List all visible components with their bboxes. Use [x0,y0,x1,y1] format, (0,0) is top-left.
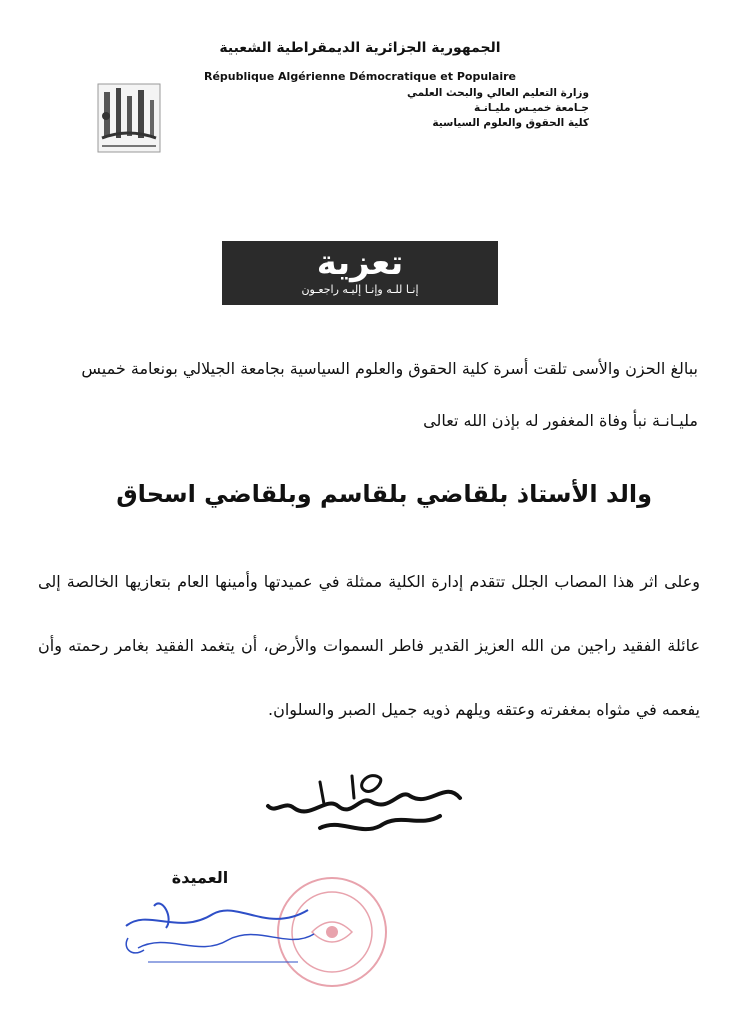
condolence-banner [222,241,498,305]
republic-title-ar: الجمهورية الجزائرية الديمقراطية الشعبية [219,40,501,56]
intro-paragraph: ببالغ الحزن والأسى تلقت أسرة كلية الحقوق والعلوم السياسية بجامعة الجيلالي بونعامة خميس مليـانـة نبأ وفاة المغفور له بإذن الله تعالى [81,359,698,430]
banner-title: تعزية [316,243,404,283]
faculty-name: كلية الحقوق والعلوم السياسية [432,117,589,129]
republic-title-fr: République Algérienne Démocratique et Populaire [204,70,516,83]
ministry-block [379,86,589,131]
university-logo [88,82,170,156]
condolence-paragraph: وعلى اثر هذا المصاب الجلل تتقدم إدارة الكلية ممثلة في عميدتها وأمينها العام بتعازيها الخالصة إلى عائلة الفقيد راجين من الله العزيز القدير فاطر السموات والأرض، أن يتغمد الفقيد بغامر رحمته وأن يفعمه في مثواه بمغفرته وعتقه ويلهم ذويه جميل الصبر والسلوان. [38,572,700,719]
university-name: جـامعة خميـس مليـانـة [473,102,589,114]
dean-stamp [118,888,318,984]
calligraphy-azzama-allah-ajrakum [260,768,475,838]
dean-title: العميدة [171,868,229,887]
deceased-headline: والد الأستاذ بلقاضي بلقاسم وبلقاضي اسحاق [116,480,652,508]
ministry-name: وزارة التعليم العالي والبحث العلمي [406,87,589,99]
banner-verse: إنـا للـه وإنـا إليـه راجعـون [301,283,419,296]
